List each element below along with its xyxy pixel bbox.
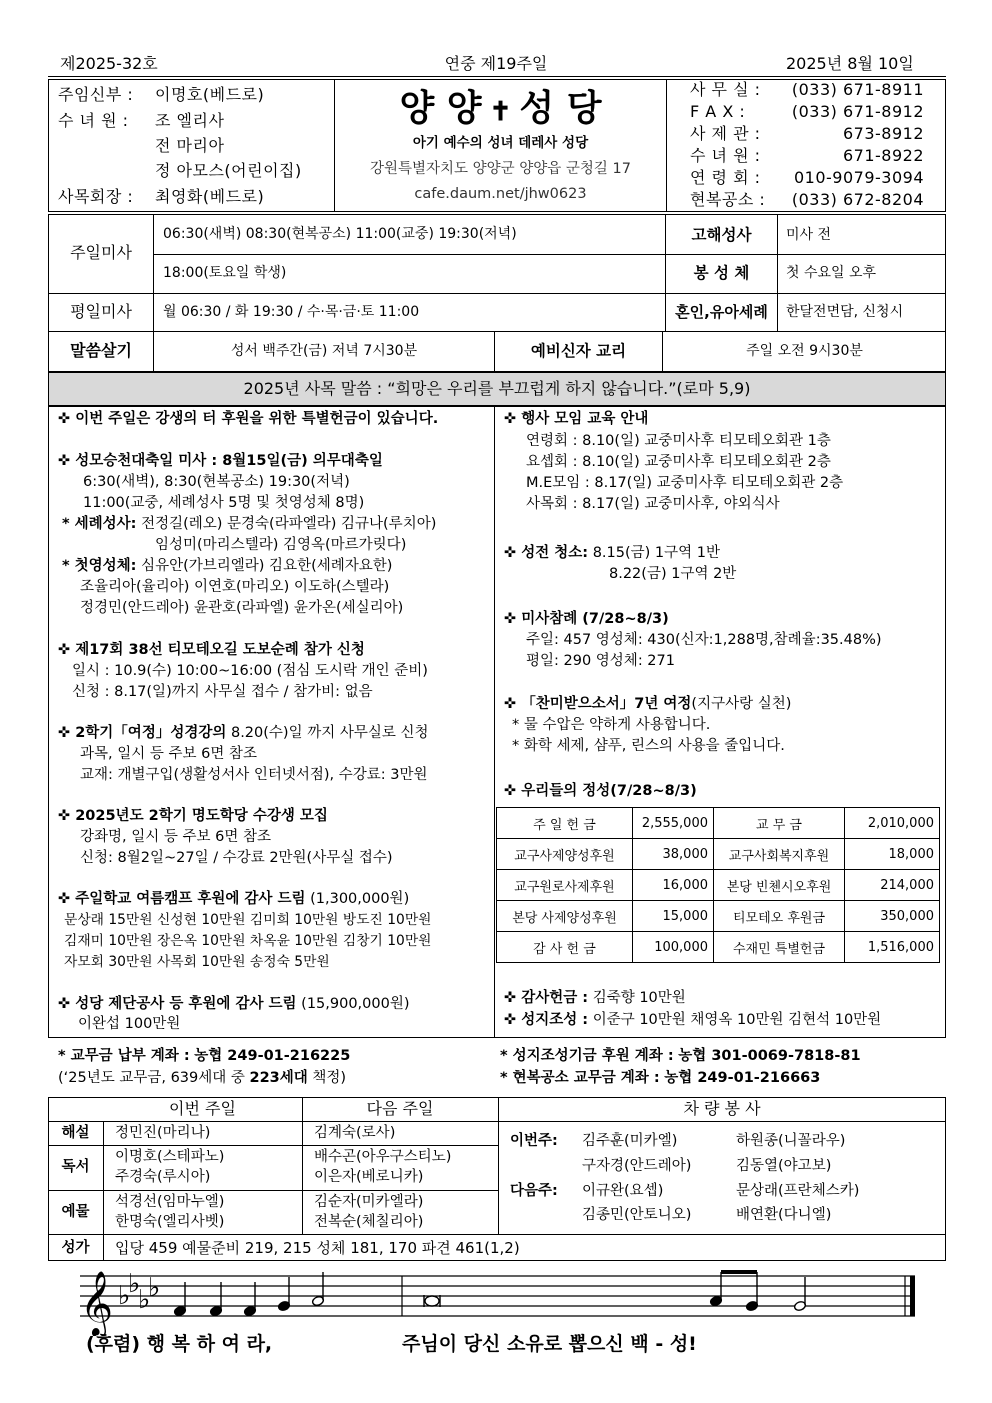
- offering-label: 수재민 특별헌금: [714, 932, 845, 963]
- priest-label: 주임신부 :: [58, 85, 134, 104]
- role-reading: 독서: [61, 1159, 90, 1175]
- table-row: [497, 901, 940, 932]
- contact-value: 010-9079-3094: [793, 168, 924, 187]
- offering-amount: 38,000: [633, 839, 714, 870]
- role-commentary: 해설: [61, 1125, 90, 1141]
- notice-2-line: 11:00(교중, 세례성사 5명 및 첫영성체 8명): [83, 495, 365, 511]
- offering-label: 티모테오 후원금: [714, 901, 845, 932]
- event-line: 사목회 : 8.17(일) 교중미사후, 야외식사: [526, 496, 780, 512]
- notice-6-title: ✜ 주일학교 여름캠프 후원에 감사 드림 (1,300,000원): [58, 891, 410, 907]
- music-staff: [60, 1262, 930, 1336]
- attendance-line: 주일: 457 영성체: 430(신자:1,288명,참례율:35.48%): [526, 632, 882, 648]
- church-name-1: 양 양: [399, 87, 482, 129]
- pastoral-motto: 2025년 사목 말씀 : “희망은 우리를 부끄럽게 하지 않습니다.”(로마 5,9): [243, 379, 751, 398]
- catechism-value: 주일 오전 9시30분: [746, 343, 863, 359]
- offering-amount: 2,010,000: [845, 808, 940, 839]
- laudato-title: ✜ 「찬미받으소서」7년 여정(지구사랑 실천): [504, 696, 792, 712]
- account-2: * 성지조성기금 후원 계좌 : 농협 301-0069-7818-81: [500, 1048, 861, 1064]
- contact-value: 671-8922: [842, 146, 924, 165]
- roster-name: 김순자(미카엘라): [314, 1194, 424, 1210]
- notice-5-title: ✜ 2025년도 2학기 명도학당 수강생 모집: [58, 808, 328, 824]
- notice-4-title: ✜ 2학기「여정」성경강의 8.20(수)일 까지 사무실로 신청: [58, 725, 429, 741]
- laudato-line: * 물 수압은 약하게 사용합니다.: [512, 717, 711, 733]
- church-name: [335, 88, 666, 132]
- event-line: M.E모임 : 8.17(일) 교중미사후 티모테오회관 2층: [526, 475, 844, 491]
- notice-4-line: 교재: 개별구입(생활성서사 인터넷서점), 수강료: 3만원: [80, 767, 428, 783]
- notice-5-line: 신청: 8월2일~27일 / 수강료 2만원(사무실 접수): [80, 850, 393, 866]
- event-line: 연령회 : 8.10(일) 교중미사후 티모테오회관 1층: [526, 433, 831, 449]
- sunday-mass-label: 주일미사: [70, 243, 132, 262]
- sisters-label: 수 녀 원 :: [58, 111, 129, 130]
- contact-label: F A X :: [690, 102, 746, 121]
- cleaning-line: ✜ 성전 청소: 8.15(금) 1구역 1반: [504, 545, 720, 561]
- holy-land-offering: ✜ 성지조성 : 이준구 10만원 채영옥 10만원 김현석 10만원: [504, 1012, 882, 1028]
- table-row: [497, 932, 940, 963]
- church-name-2: 성 당: [519, 87, 602, 129]
- church-cafe-link[interactable]: cafe.daum.net/jhw0623: [414, 186, 587, 202]
- sister-name: 조 엘리사: [155, 111, 225, 130]
- notice-3-line: 일시 : 10.9(수) 10:00~16:00 (점심 도시락 개인 준비): [72, 663, 428, 679]
- sister-name: 전 마리아: [155, 136, 225, 155]
- first-communion-line: 조율리아(율리아) 이연호(마리오) 이도하(스텔라): [80, 579, 390, 595]
- table-row: [497, 808, 940, 839]
- adoration-value: 첫 수요일 오후: [786, 265, 877, 281]
- contact-value: (033) 672-8204: [791, 190, 924, 209]
- contact-value: (033) 671-8912: [791, 102, 924, 121]
- contact-label: 사 무 실 :: [690, 80, 761, 99]
- offerings-table: [496, 807, 940, 963]
- notice-7-line: 이완섭 100만원: [78, 1016, 181, 1032]
- svg-text:♭: ♭: [128, 1269, 141, 1299]
- contact-label: 사 제 관 :: [690, 124, 761, 143]
- roster-name: 김계숙(로사): [314, 1125, 396, 1141]
- offering-label: 감 사 헌 금: [497, 932, 633, 963]
- first-communion-line: * 첫영성체: 심유안(가브리엘라) 김요한(세례자요한): [62, 558, 393, 574]
- catechism-label: 예비신자 교리: [530, 342, 627, 360]
- priest-name: 이명호(베드로): [155, 85, 265, 104]
- roster-name: 주경숙(루시아): [115, 1169, 211, 1185]
- notice-1: ✜ 이번 주일은 강생의 터 후원을 위한 특별헌금이 있습니다.: [58, 411, 439, 427]
- song-lyric-2: 주님이 당신 소유로 뽑으신 백 - 성!: [402, 1333, 697, 1355]
- word-label: 말씀살기: [70, 341, 132, 360]
- role-offering: 예물: [61, 1204, 90, 1220]
- svg-text:♭: ♭: [118, 1281, 131, 1311]
- table-row: [497, 870, 940, 901]
- donor-line: 자모회 30만원 사목회 10만원 송정숙 5만원: [64, 954, 330, 970]
- offering-label: 교 무 금: [714, 808, 845, 839]
- offering-amount: 16,000: [633, 870, 714, 901]
- issue-date: 2025년 8월 10일: [786, 54, 914, 73]
- donor-line: 문상래 15만원 신성현 10만원 김미희 10만원 방도진 10만원: [64, 912, 432, 928]
- notice-5-line: 강좌명, 일시 등 주보 6면 참조: [80, 829, 271, 845]
- marriage-label: 혼인,유아세례: [675, 303, 768, 321]
- church-subtitle: 아기 예수의 성녀 데레사 성당: [412, 135, 589, 151]
- event-line: 요셉회 : 8.10(일) 교중미사후 티모테오회관 2층: [526, 454, 831, 470]
- weekday-mass-label: 평일미사: [70, 302, 132, 321]
- thanks-offering: ✜ 감사헌금 : 김죽향 10만원: [504, 990, 686, 1006]
- word-value: 성서 백주간(금) 저녁 7시30분: [230, 343, 418, 359]
- notice-2-title: ✜ 성모승천대축일 미사 : 8월15일(금) 의무대축일: [58, 453, 383, 469]
- svg-text:♭: ♭: [148, 1273, 161, 1303]
- car-driver: 구자경(안드레아): [582, 1158, 692, 1174]
- offering-label: 주 일 헌 금: [497, 808, 633, 839]
- car-this-label: 이번주:: [510, 1133, 558, 1149]
- roster-name: 전복순(체칠리아): [314, 1214, 424, 1230]
- notice-3-title: ✜ 제17회 38선 티모테오길 도보순례 참가 신청: [58, 642, 365, 658]
- offering-amount: 15,000: [633, 901, 714, 932]
- liturgical-week: 연중 제19주일: [444, 54, 548, 73]
- roster-name: 한명숙(엘리사벳): [115, 1214, 225, 1230]
- car-next-label: 다음주:: [510, 1183, 558, 1199]
- notice-4-line: 과목, 일시 등 주보 6면 참조: [80, 746, 257, 762]
- hymn-numbers: 입당 459 예물준비 219, 215 성체 181, 170 파견 461(1,2): [115, 1239, 520, 1257]
- car-service-header: 차 량 봉 사: [683, 1099, 761, 1118]
- contact-label: 현복공소 :: [690, 190, 766, 209]
- car-driver: 김종민(안토니오): [582, 1207, 692, 1223]
- table-row: [497, 839, 940, 870]
- offering-label: 교구사회복지후원: [714, 839, 845, 870]
- roster-name: 이명호(스테파노): [115, 1149, 225, 1165]
- sunday-mass-times: 06:30(새벽) 08:30(현복공소) 11:00(교중) 19:30(저녁): [163, 226, 517, 242]
- confession-label: 고해성사: [691, 226, 752, 244]
- baptism-line: 임성미(마리스텔라) 김영옥(마르가릿다): [155, 537, 407, 553]
- council-name: 최영화(베드로): [155, 187, 265, 206]
- marriage-value: 한달전면담, 신청시: [786, 304, 904, 320]
- song-lyric-1: (후렴) 행 복 하 여 라,: [86, 1333, 273, 1355]
- next-week-header: 다음 주일: [366, 1099, 434, 1118]
- council-label: 사목회장 :: [58, 187, 134, 206]
- contact-label: 연 령 회 :: [690, 168, 761, 187]
- offering-amount: 2,555,000: [633, 808, 714, 839]
- car-driver: 문상래(프란체스카): [736, 1183, 860, 1199]
- account-3: * 현복공소 교무금 계좌 : 농협 249-01-216663: [500, 1070, 821, 1086]
- sunday-mass-student: 18:00(토요일 학생): [163, 265, 287, 281]
- car-driver: 배연환(다니엘): [736, 1207, 832, 1223]
- offering-label: 본당 사제양성후원: [497, 901, 633, 932]
- car-driver: 하원종(니꼴라우): [736, 1133, 846, 1149]
- contact-value: 673-8912: [842, 124, 924, 143]
- this-week-header: 이번 주일: [169, 1099, 236, 1118]
- roster-name: 이은자(베로니카): [314, 1169, 424, 1185]
- treble-clef-icon: 𝄞: [80, 1271, 114, 1336]
- attendance-title: ✜ 미사참례 (7/28~8/3): [504, 611, 669, 627]
- attendance-line: 평일: 290 영성체: 271: [526, 653, 675, 669]
- offering-amount: 214,000: [845, 870, 940, 901]
- weekday-mass-times: 월 06:30 / 화 19:30 / 수·목·금·토 11:00: [163, 304, 420, 320]
- offering-amount: 1,516,000: [845, 932, 940, 963]
- notice-3-line: 신청 : 8.17(일)까지 사무실 접수 / 참가비: 없음: [72, 684, 373, 700]
- event-title: ✜ 행사 모임 교육 안내: [504, 411, 649, 427]
- first-communion-line: 정경민(안드레아) 윤관호(라파엘) 윤가온(세실리아): [80, 600, 404, 616]
- contact-value: (033) 671-8911: [791, 80, 924, 99]
- issue-number: 제2025-32호: [60, 54, 158, 73]
- offering-label: 교구원로사제후원: [497, 870, 633, 901]
- notice-2-line: 6:30(새벽), 8:30(현복공소) 19:30(저녁): [83, 474, 350, 490]
- roster-name: 정민진(마리나): [115, 1125, 211, 1141]
- car-driver: 김주훈(미카엘): [582, 1133, 678, 1149]
- offering-label: 교구사제양성후원: [497, 839, 633, 870]
- roster-name: 배수곤(아우구스티노): [314, 1149, 452, 1165]
- offering-amount: 100,000: [633, 932, 714, 963]
- offerings-title: ✜ 우리들의 정성(7/28~8/3): [504, 783, 697, 799]
- account-1: * 교무금 납부 계좌 : 농협 249-01-216225: [58, 1048, 351, 1064]
- offering-amount: 18,000: [845, 839, 940, 870]
- account-1-note: (‘25년도 교무금, 639세대 중 223세대 책정): [58, 1070, 347, 1086]
- cross-icon: ✝: [489, 97, 512, 127]
- music-notes: [173, 1272, 806, 1317]
- laudato-line: * 화학 세제, 샴푸, 린스의 사용을 줄입니다.: [512, 738, 785, 754]
- notice-7-title: ✜ 성당 제단공사 등 후원에 감사 드림 (15,900,000원): [58, 996, 410, 1012]
- adoration-label: 봉 성 체: [693, 264, 750, 282]
- svg-text:♭: ♭: [138, 1285, 151, 1315]
- car-driver: 이규완(요셉): [582, 1183, 664, 1199]
- roster-name: 석경선(임마누엘): [115, 1194, 225, 1210]
- church-address: 강원특별자치도 양양군 양양읍 군청길 17: [370, 161, 631, 177]
- hymn-label: 성가: [61, 1240, 90, 1256]
- contact-label: 수 녀 원 :: [690, 146, 761, 165]
- car-driver: 김동열(야고보): [736, 1158, 832, 1174]
- offering-amount: 350,000: [845, 901, 940, 932]
- confession-value: 미사 전: [786, 227, 832, 243]
- donor-line: 김재미 10만원 장은옥 10만원 차옥윤 10만원 김창기 10만원: [64, 933, 432, 949]
- cleaning-line: 8.22(금) 1구역 2반: [609, 566, 737, 582]
- sister-name: 정 아모스(어린이집): [155, 161, 302, 180]
- offering-label: 본당 빈첸시오후원: [714, 870, 845, 901]
- baptism-line: * 세례성사: 전정길(레오) 문경숙(라파엘라) 김규나(루치아): [62, 516, 437, 532]
